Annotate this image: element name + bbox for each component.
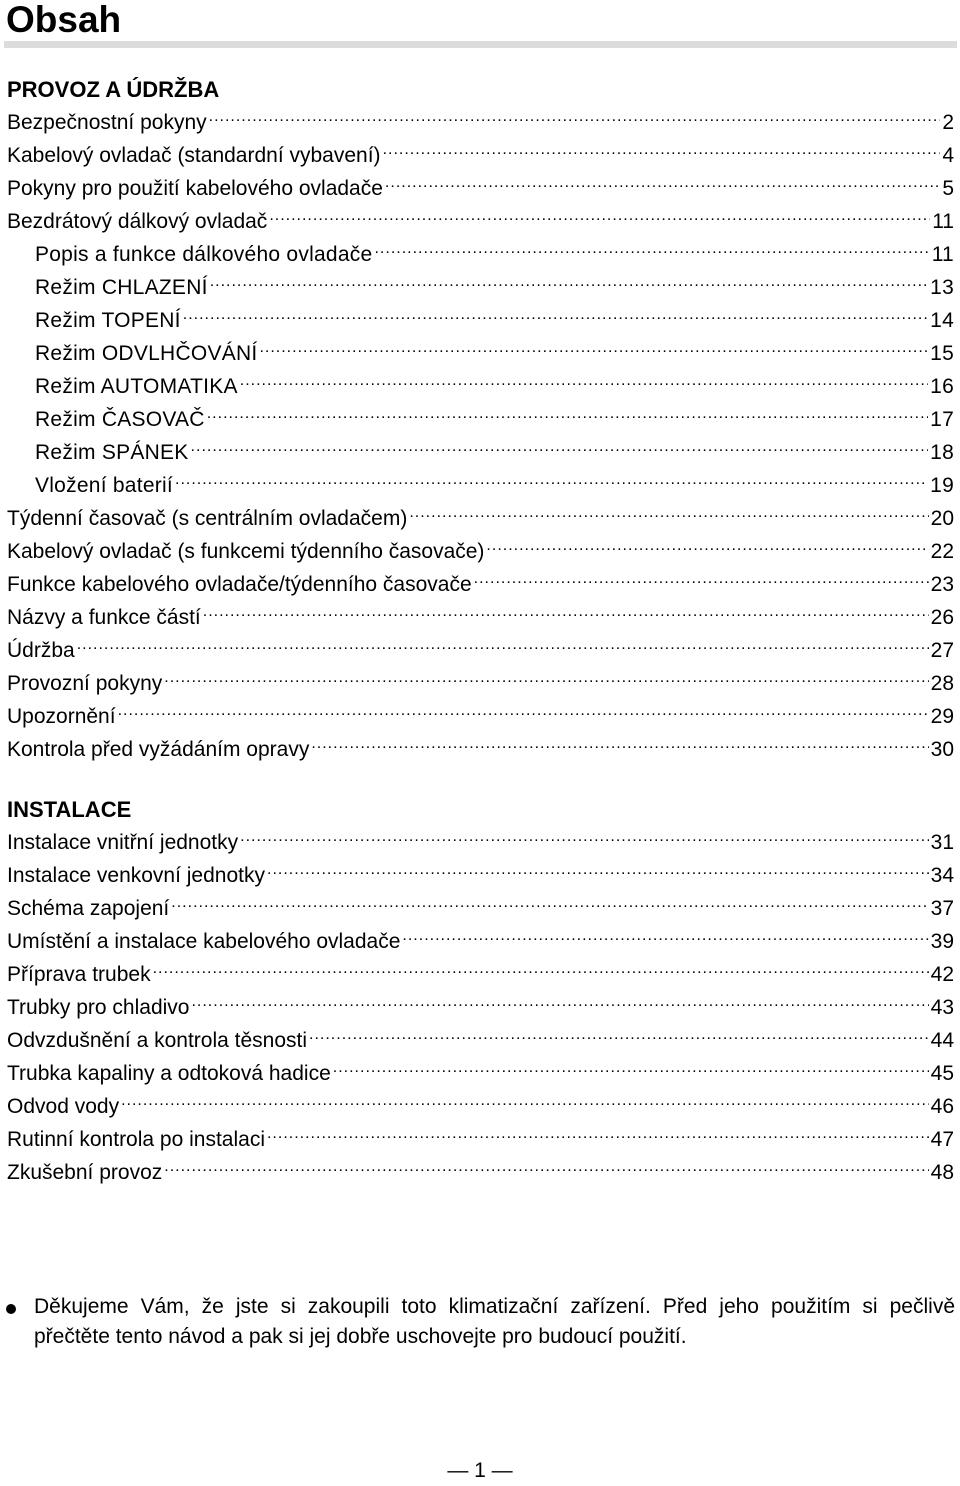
dot-leader (207, 405, 928, 426)
toc-entry-page: 22 (930, 540, 954, 563)
toc-entry-title: Kabelový ovladač (s funkcemi týdenního časovače) (7, 540, 485, 563)
title-divider (4, 41, 957, 48)
dot-leader (385, 174, 940, 195)
toc-entry-title: Rutinní kontrola po instalaci (7, 1128, 265, 1151)
toc-entry[interactable] (7, 172, 954, 205)
toc-entry-title: Režim ODVLHČOVÁNÍ (35, 342, 258, 365)
toc-entry-title: Vložení baterií (35, 474, 173, 497)
toc-entry[interactable] (7, 733, 954, 766)
toc-entry[interactable] (7, 667, 954, 700)
page-number: — 1 — (447, 1459, 513, 1482)
toc-entry-page: 15 (930, 342, 954, 365)
toc-entry-title: Pokyny pro použití kabelového ovladače (7, 177, 383, 200)
toc-entry-page: 2 (942, 111, 954, 134)
toc-entry-page: 11 (931, 243, 954, 266)
toc-entry[interactable] (7, 370, 954, 403)
dot-leader (269, 207, 930, 228)
dot-leader (409, 504, 928, 525)
toc-entry-title: Instalace venkovní jednotky (7, 864, 265, 887)
toc-entry-title: Bezdrátový dálkový ovladač (7, 210, 268, 233)
toc-entry-page: 39 (930, 930, 954, 953)
dot-leader (121, 1092, 929, 1113)
toc-entry-title: Režim SPÁNEK (35, 441, 189, 464)
dot-leader (210, 273, 928, 294)
toc-entry[interactable] (7, 1024, 954, 1057)
dot-leader (311, 735, 928, 756)
toc-entry-title: Příprava trubek (7, 963, 151, 986)
dot-leader (164, 669, 928, 690)
toc-entry-page: 45 (930, 1062, 954, 1085)
toc-entry-page: 16 (930, 375, 954, 398)
toc-entry-page: 23 (930, 573, 954, 596)
dot-leader (77, 636, 929, 657)
toc-entry[interactable] (7, 700, 954, 733)
toc-entry[interactable] (7, 1090, 954, 1123)
dot-leader (374, 240, 929, 261)
toc-entry-title: Umístění a instalace kabelového ovladače (7, 930, 401, 953)
toc-entry-title: Funkce kabelového ovladače/týdenního časovače (7, 573, 472, 596)
toc-entry-page: 34 (930, 864, 954, 887)
toc-entry[interactable] (7, 892, 954, 925)
toc-entry-page: 43 (930, 996, 954, 1019)
dot-leader (259, 339, 928, 360)
toc-entry[interactable] (7, 535, 954, 568)
dot-leader (191, 438, 929, 459)
toc-entry[interactable] (7, 106, 954, 139)
toc-entry-title: Upozornění (7, 705, 116, 728)
toc-entry-page: 31 (930, 831, 954, 854)
toc-entry-title: Instalace vnitřní jednotky (7, 831, 239, 854)
toc-entry[interactable] (7, 238, 954, 271)
toc-entry-title: Kontrola před vyžádáním opravy (7, 738, 310, 761)
toc-entry-page: 5 (942, 177, 954, 200)
dot-leader (183, 306, 928, 327)
toc-entry[interactable] (7, 1123, 954, 1156)
toc-entry-page: 14 (930, 309, 954, 332)
toc-entry[interactable] (7, 1156, 954, 1189)
toc-entry[interactable] (7, 502, 954, 535)
toc-entry-title: Údržba (7, 639, 75, 662)
toc-entry[interactable] (7, 337, 954, 370)
dot-leader (383, 141, 941, 162)
toc-entry-title: Trubka kapaliny a odtoková hadice (7, 1062, 331, 1085)
toc-entry-title: Režim CHLAZENÍ (35, 276, 208, 299)
toc-entry-page: 30 (930, 738, 954, 761)
toc-entry-page: 13 (930, 276, 954, 299)
toc-entry-title: Režim TOPENÍ (35, 309, 181, 332)
thanks-text: Děkujeme Vám, že jste si zakoupili toto klimatizační zařízení. Před jeho použitím si pečlivě přečtěte tento návod a pak si jej dobře uschovejte pro budoucí použití. (34, 1295, 955, 1348)
dot-leader (118, 702, 929, 723)
toc-entry[interactable] (7, 991, 954, 1024)
toc-entry-title: Provozní pokyny (7, 672, 163, 695)
dot-leader (240, 828, 929, 849)
dot-leader (486, 537, 928, 558)
toc-entry[interactable] (7, 436, 954, 469)
toc-entry[interactable] (7, 826, 954, 859)
dot-leader (474, 570, 929, 591)
toc-entry-title: Kabelový ovladač (standardní vybavení) (7, 144, 381, 167)
toc-entry[interactable] (7, 304, 954, 337)
toc-entry-title: Odvzdušnění a kontrola těsnosti (7, 1029, 308, 1052)
toc-entry[interactable] (7, 139, 954, 172)
dot-leader (209, 108, 941, 129)
toc-entry-page: 11 (932, 210, 954, 233)
toc-entry-page: 29 (930, 705, 954, 728)
toc-entry-title: Týdenní časovač (s centrálním ovladačem) (7, 507, 408, 530)
toc-entry-page: 37 (930, 897, 954, 920)
toc-entry[interactable] (7, 205, 954, 238)
dot-leader (153, 960, 929, 981)
section-heading: INSTALACE (7, 797, 132, 822)
toc-entry-page: 42 (930, 963, 954, 986)
dot-leader (164, 1158, 928, 1179)
dot-leader (175, 471, 928, 492)
toc-entry-page: 28 (930, 672, 954, 695)
toc-entry-title: Schéma zapojení (7, 897, 170, 920)
dot-leader (203, 603, 929, 624)
dot-leader (267, 861, 929, 882)
toc-entry-page: 20 (930, 507, 954, 530)
toc-entry-page: 19 (930, 474, 954, 497)
toc-entry[interactable] (7, 568, 954, 601)
toc-entry-title: Bezpečnostní pokyny (7, 111, 207, 134)
dot-leader (191, 993, 928, 1014)
toc-entry[interactable] (7, 925, 954, 958)
toc-entry-title: Názvy a funkce částí (7, 606, 201, 629)
dot-leader (333, 1059, 929, 1080)
toc-entry-title: Režim AUTOMATIKA (35, 375, 238, 398)
toc-entry[interactable] (7, 958, 954, 991)
thanks-note (6, 1292, 955, 1352)
toc-entry-page: 44 (930, 1029, 954, 1052)
dot-leader (240, 372, 928, 393)
toc-entry-title: Zkušební provoz (7, 1161, 163, 1184)
dot-leader (267, 1125, 929, 1146)
toc-entry-title: Popis a funkce dálkového ovladače (35, 243, 373, 266)
toc-entry-page: 27 (930, 639, 954, 662)
toc-entry-page: 26 (930, 606, 954, 629)
toc-entry[interactable] (7, 634, 954, 667)
toc-entry-title: Režim ČASOVAČ (35, 408, 205, 431)
dot-leader (171, 894, 928, 915)
page-title: Obsah (6, 0, 122, 40)
toc-entry-page: 4 (942, 144, 954, 167)
toc-entry[interactable] (7, 601, 954, 634)
toc-entry-page: 46 (930, 1095, 954, 1118)
toc-entry[interactable] (7, 271, 954, 304)
toc-entry[interactable] (7, 469, 954, 502)
toc-entry-page: 18 (930, 441, 954, 464)
toc-entry-title: Odvod vody (7, 1095, 120, 1118)
toc-entry-page: 47 (930, 1128, 954, 1151)
section-heading: PROVOZ A ÚDRŽBA (7, 77, 220, 102)
toc-entry[interactable] (7, 1057, 954, 1090)
dot-leader (309, 1026, 929, 1047)
dot-leader (402, 927, 928, 948)
bullet-icon (6, 1304, 16, 1314)
toc-entry[interactable] (7, 403, 954, 436)
toc-entry-title: Trubky pro chladivo (7, 996, 190, 1019)
toc-entry[interactable] (7, 859, 954, 892)
toc-entry-page: 48 (930, 1161, 954, 1184)
toc-entry-page: 17 (930, 408, 954, 431)
table-of-contents (7, 73, 954, 1189)
